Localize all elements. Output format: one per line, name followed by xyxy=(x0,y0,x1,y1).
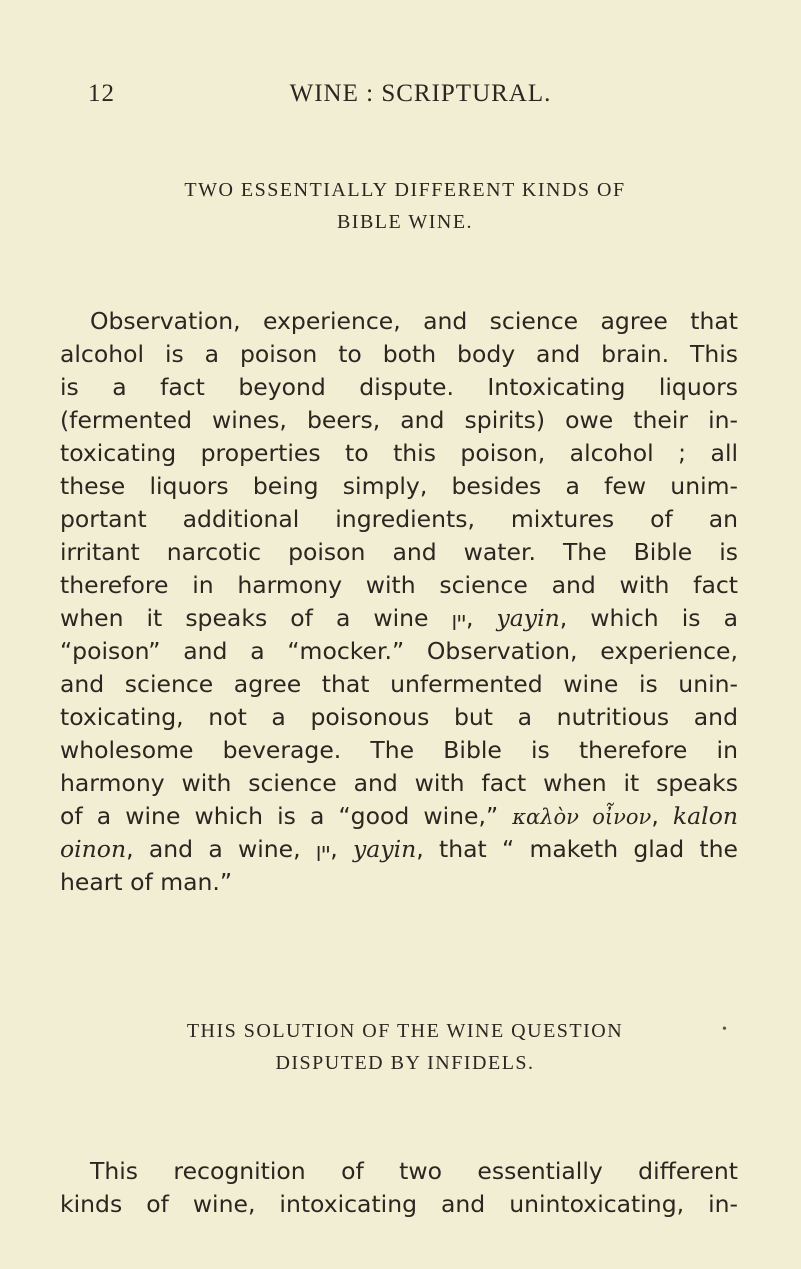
text-line: irritant narcotic poison and water. The Bible is xyxy=(60,538,738,566)
text-line: toxicating properties to this poison, alcohol ; all xyxy=(60,439,738,467)
text-line: therefore in harmony with science and with fact xyxy=(60,571,738,599)
page-number: 12 xyxy=(88,80,115,107)
running-title: WINE : SCRIPTURAL. xyxy=(289,80,552,107)
paragraph-observation xyxy=(60,305,738,899)
text-fragment: of a wine which is a “good wine,” xyxy=(60,802,513,830)
heading-line: BIBLE WINE. xyxy=(336,211,474,233)
text-line-yayin xyxy=(60,602,738,635)
text-fragment: , xyxy=(330,835,354,863)
section-heading-bible-wine xyxy=(80,174,730,238)
text-line: “poison” and a “mocker.” Observation, experience, xyxy=(60,637,738,665)
text-line-greek xyxy=(60,800,738,833)
text-fragment: , xyxy=(651,802,673,830)
text-line: alcohol is a poison to both body and brain. This xyxy=(60,340,738,368)
text-line: wholesome beverage. The Bible is therefore in xyxy=(60,736,738,764)
text-line: is a fact beyond dispute. Intoxicating liquors xyxy=(60,373,738,401)
text-fragment: , xyxy=(465,604,497,632)
transliteration: yayin xyxy=(496,604,560,632)
hebrew-word: יין xyxy=(315,838,331,862)
text-line: (fermented wines, beers, and spirits) owe their in- xyxy=(60,406,738,434)
text-line: kinds of wine, intoxicating and unintoxicating, in- xyxy=(60,1190,738,1218)
transliteration: yayin xyxy=(353,835,417,863)
text-fragment: when it speaks of a wine xyxy=(60,604,452,632)
margin-mark: • xyxy=(722,1022,727,1037)
text-line-yayin xyxy=(60,833,738,866)
text-line: and science agree that unfermented wine is unin- xyxy=(60,670,738,698)
heading-line: DISPUTED BY INFIDELS. xyxy=(275,1052,535,1074)
text-line: portant additional ingredients, mixtures of an xyxy=(60,505,738,533)
greek-phrase: καλὸν οἶνον xyxy=(512,805,652,829)
text-line: Observation, experience, and science agree that xyxy=(90,307,738,335)
hebrew-word: יין xyxy=(451,607,466,631)
transliteration: oinon xyxy=(60,835,127,863)
heading-line: TWO ESSENTIALLY DIFFERENT KINDS OF xyxy=(184,179,626,201)
text-line: these liquors being simply, besides a few unim- xyxy=(60,472,738,500)
transliteration: kalon xyxy=(672,802,738,830)
paragraph-recognition xyxy=(60,1155,738,1221)
text-line: toxicating, not a poisonous but a nutritious and xyxy=(60,703,738,731)
section-heading-infidels xyxy=(80,1015,730,1079)
text-fragment: , which is a xyxy=(559,604,738,632)
text-line: This recognition of two essentially different xyxy=(90,1157,738,1185)
text-fragment: , and a wine, xyxy=(126,835,316,863)
text-line: harmony with science and with fact when it speaks xyxy=(60,769,738,797)
text-fragment: , that “ maketh glad the xyxy=(416,835,738,863)
heading-line: THIS SOLUTION OF THE WINE QUESTION xyxy=(186,1020,624,1042)
text-line: heart of man.” xyxy=(60,868,233,896)
running-head xyxy=(0,80,801,120)
